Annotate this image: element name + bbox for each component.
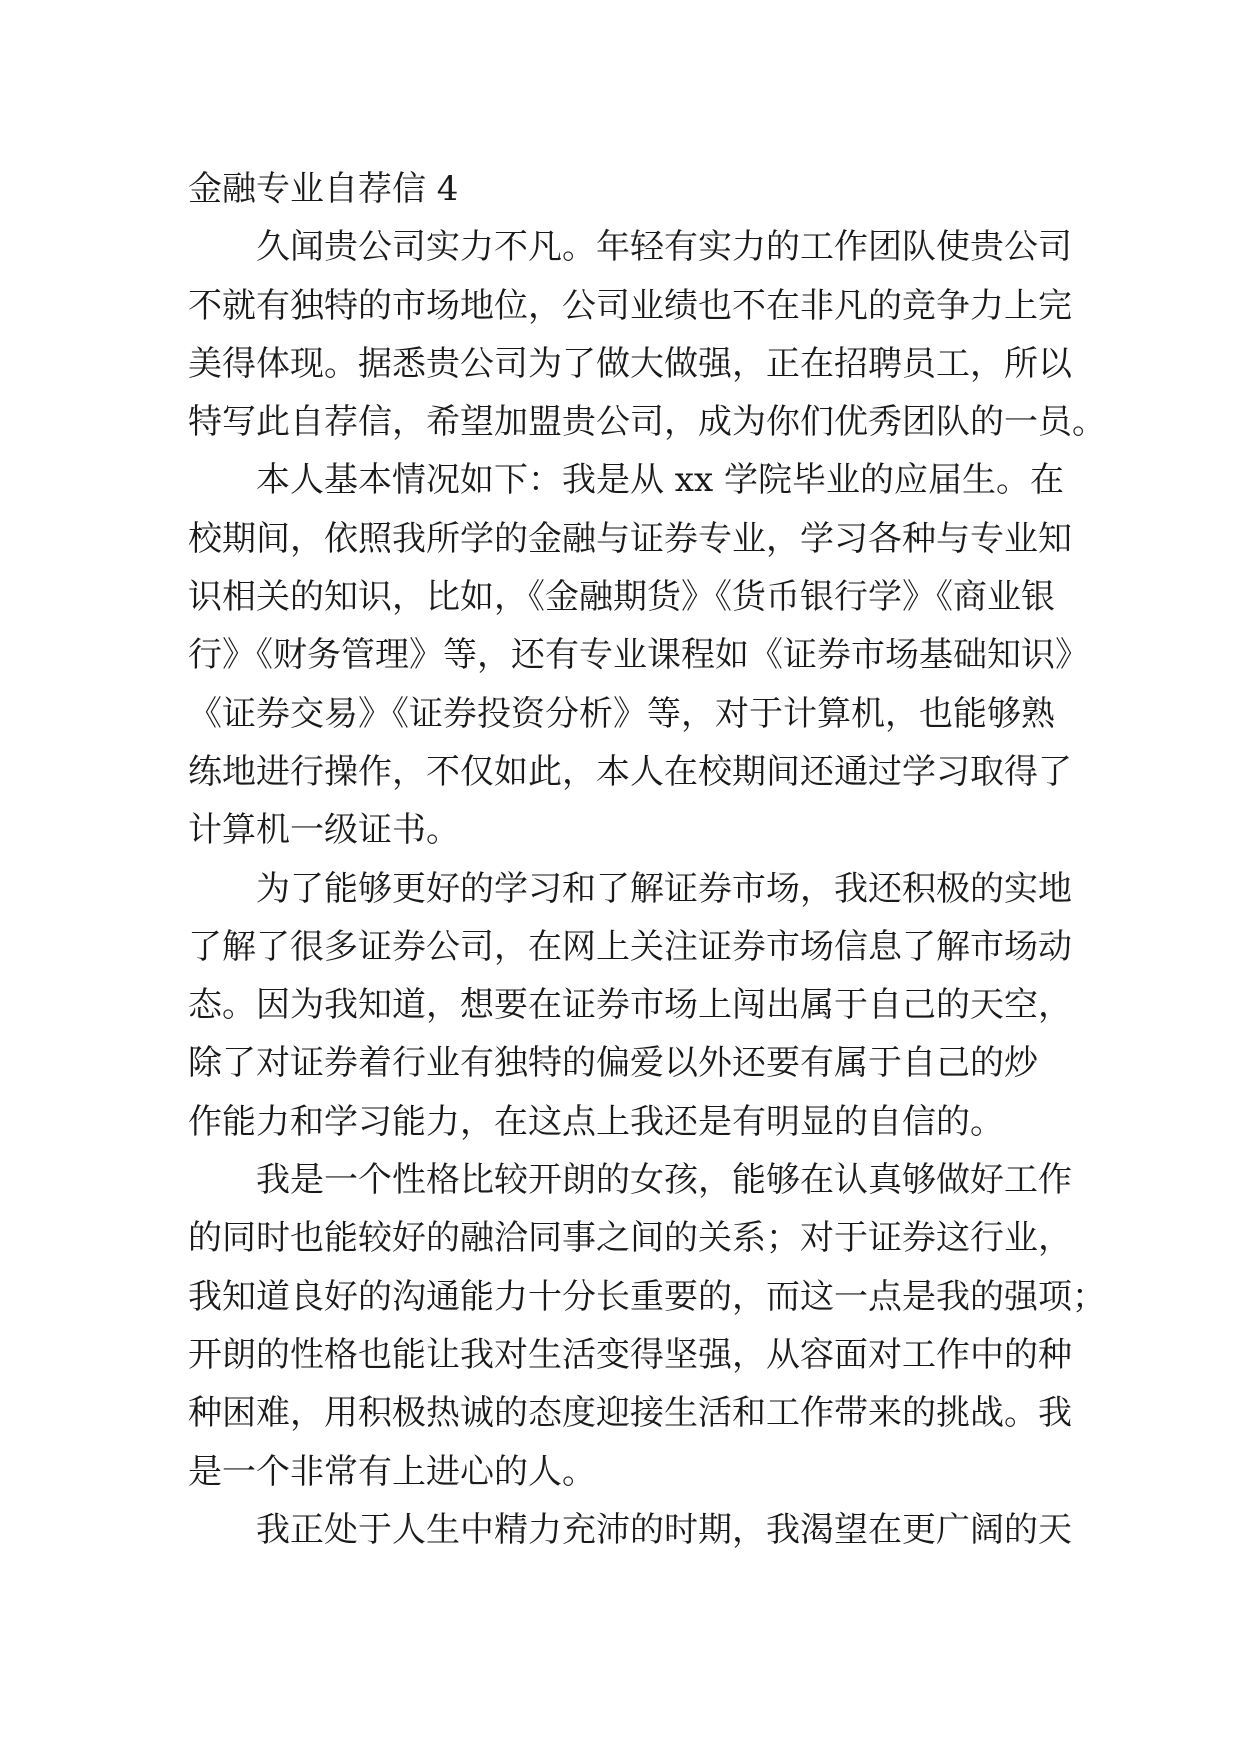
text-line: 我是一个性格比较开朗的女孩，能够在认真够做好工作	[256, 1160, 1072, 1201]
document-title: 金融专业自荐信 4	[188, 169, 459, 209]
text-line: 久闻贵公司实力不凡。年轻有实力的工作团队使贵公司	[256, 227, 1072, 268]
text-line: 态。因为我知道，想要在证券市场上闯出属于自己的天空，	[188, 985, 1072, 1026]
text-line: 美得体现。据悉贵公司为了做大做强，正在招聘员工，所以	[188, 343, 1072, 384]
text-line: 为了能够更好的学习和了解证券市场，我还积极的实地	[256, 868, 1072, 909]
text-line: 识相关的知识，比如，《金融期货》《货币银行学》《商业银	[188, 577, 1055, 618]
text-line: 作能力和学习能力，在这点上我还是有明显的自信的。	[188, 1101, 1004, 1142]
letter-body	[188, 160, 1106, 1559]
text-line: 开朗的性格也能让我对生活变得坚强，从容面对工作中的种	[188, 1334, 1072, 1375]
text-line: 种困难，用积极热诚的态度迎接生活和工作带来的挑战。我	[188, 1393, 1072, 1434]
text-line: 除了对证券着行业有独特的偏爱以外还要有属于自己的炒	[188, 1043, 1038, 1084]
text-line: 特写此自荐信，希望加盟贵公司，成为你们优秀团队的一员。	[188, 402, 1106, 443]
text-line: 是一个非常有上进心的人。	[188, 1451, 596, 1492]
text-line: 不就有独特的市场地位，公司业绩也不在非凡的竞争力上完	[188, 285, 1072, 326]
text-line: 了解了很多证券公司，在网上关注证券市场信息了解市场动	[188, 926, 1072, 967]
text-line: 行》《财务管理》等，还有专业课程如《证券市场基础知识》	[188, 635, 1089, 676]
text-line: 的同时也能较好的融洽同事之间的关系；对于证券这行业，	[188, 1218, 1072, 1259]
text-line: 本人基本情况如下：我是从 xx 学院毕业的应届生。在	[256, 460, 1064, 501]
text-line: 校期间，依照我所学的金融与证券专业，学习各种与专业知	[188, 518, 1072, 559]
text-line: 《证券交易》《证券投资分析》等，对于计算机，也能够熟	[188, 693, 1055, 734]
text-line: 计算机一级证书。	[188, 810, 460, 851]
text-line: 练地进行操作，不仅如此，本人在校期间还通过学习取得了	[188, 751, 1072, 792]
text-line: 我正处于人生中精力充沛的时期，我渴望在更广阔的天	[256, 1509, 1072, 1550]
text-line: 我知道良好的沟通能力十分长重要的，而这一点是我的强项；	[188, 1276, 1106, 1317]
